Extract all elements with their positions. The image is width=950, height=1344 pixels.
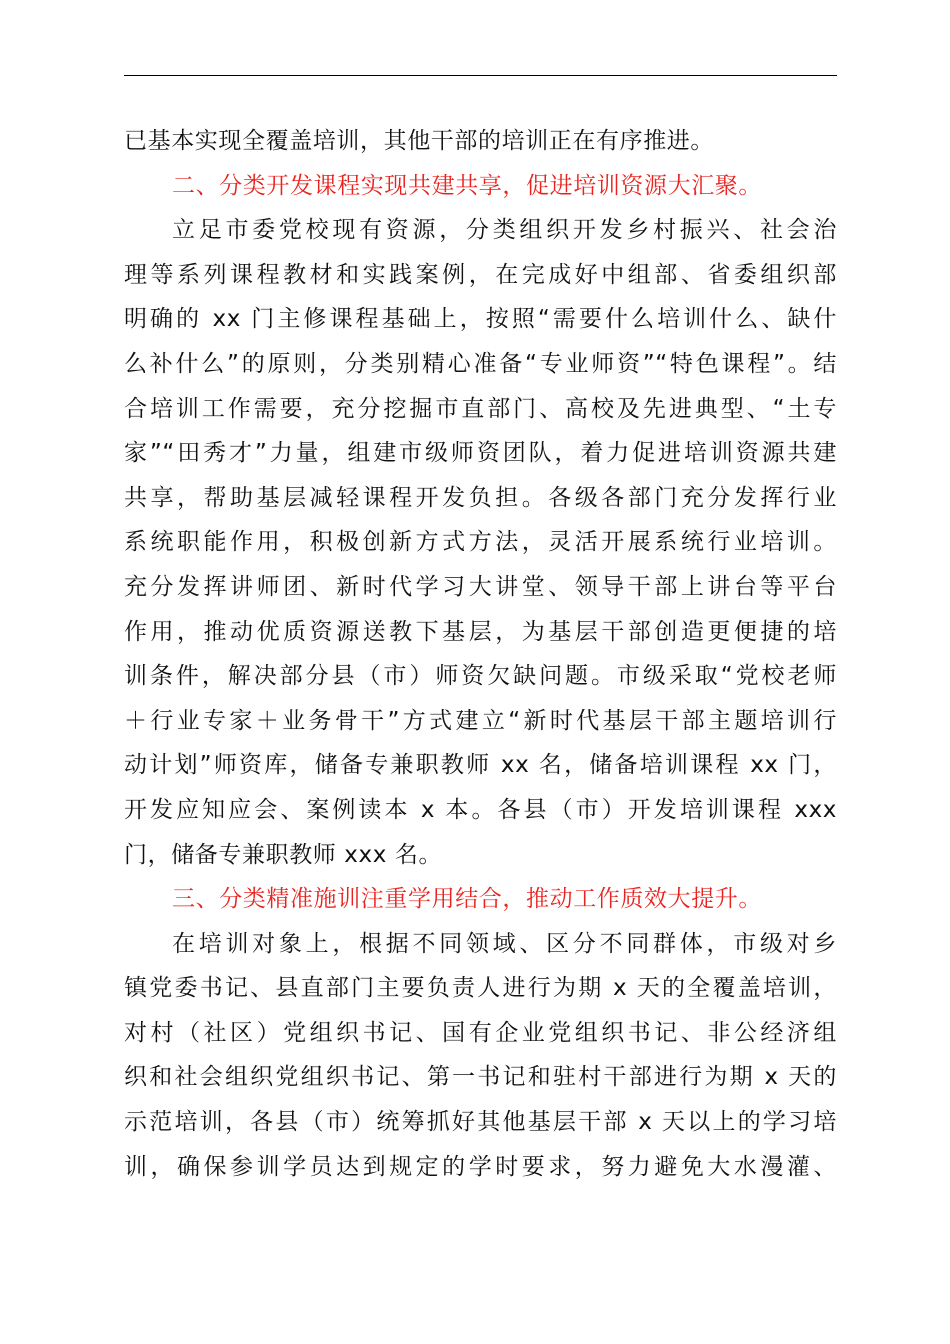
body-line: 对村（社区）党组织书记、国有企业党组织书记、非公经济组 <box>124 1019 837 1046</box>
body-line: 训条件，解决部分县（市）师资欠缺问题。市级采取“党校老师 <box>124 663 837 690</box>
body-line: 家”“田秀才”力量，组建市级师资团队，着力促进培训资源共建 <box>124 440 837 467</box>
body-line: 系统职能作用，积极创新方式方法，灵活开展系统行业培训。 <box>124 529 837 556</box>
section-heading-3: 三、分类精准施训注重学用结合，推动工作质效大提升。 <box>172 886 762 913</box>
body-line: 么补什么”的原则，分类别精心准备“专业师资”“特色课程”。结 <box>124 350 837 377</box>
body-line: 镇党委书记、县直部门主要负责人进行为期 x 天的全覆盖培训， <box>124 975 837 1002</box>
body-line: 共享，帮助基层减轻课程开发负担。各级各部门充分发挥行业 <box>124 484 837 511</box>
body-line: 充分发挥讲师团、新时代学习大讲堂、领导干部上讲台等平台 <box>124 573 837 600</box>
body-line: 训，确保参训学员达到规定的学时要求，努力避免大水漫灌、 <box>124 1153 837 1180</box>
body-line: 开发应知应会、案例读本 x 本。各县（市）开发培训课程 xxx <box>124 796 837 823</box>
body-line: 立足市委党校现有资源，分类组织开发乡村振兴、社会治 <box>172 217 837 244</box>
body-line: ＋行业专家＋业务骨干”方式建立“新时代基层干部主题培训行 <box>124 707 837 734</box>
section-heading-2: 二、分类开发课程实现共建共享，促进培训资源大汇聚。 <box>172 172 762 199</box>
body-line: 动计划”师资库，储备专兼职教师 xx 名，储备培训课程 xx 门， <box>124 752 837 779</box>
body-line: 门，储备专兼职教师 xxx 名。 <box>124 841 443 868</box>
body-line: 示范培训，各县（市）统筹抓好其他基层干部 x 天以上的学习培 <box>124 1109 837 1136</box>
header-rule <box>124 75 837 76</box>
body-line: 织和社会组织党组织书记、第一书记和驻村干部进行为期 x 天的 <box>124 1064 837 1091</box>
body-line: 作用，推动优质资源送教下基层，为基层干部创造更便捷的培 <box>124 618 837 645</box>
body-line: 已基本实现全覆盖培训，其他干部的培训正在有序推进。 <box>124 128 714 154</box>
body-line: 合培训工作需要，充分挖掘市直部门、高校及先进典型、“土专 <box>124 395 837 422</box>
document-body <box>124 119 837 1189</box>
body-line: 理等系列课程教材和实践案例，在完成好中组部、省委组织部 <box>124 261 837 288</box>
body-line: 在培训对象上，根据不同领域、区分不同群体，市级对乡 <box>172 930 837 957</box>
body-line: 明确的 xx 门主修课程基础上，按照“需要什么培训什么、缺什 <box>124 306 837 333</box>
